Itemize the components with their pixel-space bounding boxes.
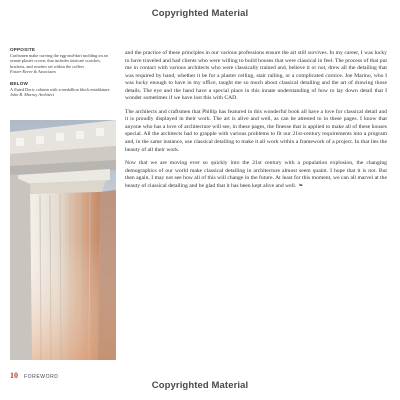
section-title: FOREWORD bbox=[24, 374, 59, 380]
doric-column-photo bbox=[10, 120, 116, 360]
page-footer bbox=[10, 371, 59, 380]
column-illustration bbox=[10, 120, 116, 360]
caption-heading: OPPOSITE bbox=[10, 47, 36, 52]
caption-text: Craftsmen make curving the egg-and-dart molding on an ornate plaster crown, that includes intricate scotches, brackets, and rosettes set within the coffers bbox=[10, 52, 108, 69]
body-paragraph: The architects and craftsmen that Phillip has featured in this wonderful book all have a love for classical detail and it is proudly displayed in their work. The art is alive and well, as can be attested to in these pages. I know that anyone who has a love of architecture will see, in these pages, the finesse that is applied to make all of these houses special. All the architects had to grapple with various problems to fit our 21st-century requirements into a program and, in the same instance, use classical detailing to make it all work within a framework of a project. In that lies the beauty of all their work. bbox=[125, 108, 387, 153]
caption-credit: Foster Reeve & Associates bbox=[10, 69, 57, 75]
copyright-watermark-top: Copyrighted Material bbox=[151, 8, 249, 19]
photo-captions bbox=[10, 47, 114, 104]
caption-credit: John B. Murray Architect bbox=[10, 92, 54, 98]
page-number: 10 bbox=[10, 371, 18, 380]
end-ornament-icon: ❧ bbox=[298, 182, 304, 189]
paragraph-text: Now that we are moving ever so quickly into the 21st century with a population explosion, the changing demographics of our world make classical detailing in architecture almost seem quaint. I hope that it is not. But then again, I may not see how all of this will change in the future. At least for this moment, we can all marvel at the beauty of classical detailing and be glad that it has been kept alive and well. bbox=[125, 160, 387, 189]
caption-text: A fluted Doric column with a medallion block entablature bbox=[10, 86, 110, 92]
body-paragraph bbox=[125, 160, 387, 190]
body-paragraph: and the practice of these principles in our various professions ensure the art still survives. In my career, I was lucky to have traveled and had clients who were willing to build houses that were classical in feel. The process of that put me in contact with various architects who were classically trained and, believe it or not, drew all the detailing that was required by hand, whether it be for a plaster ceiling, stair railing, or a complicated cornice. Joe Marino, who I was lucky enough to have in my office, taught me so much about classical detailing and the art of drawing those details. The eye and the hand have a special place in this innate understanding of how to lay down detail that I wonder sometimes if we have lost this with CAD. bbox=[125, 50, 387, 102]
caption-heading: BELOW bbox=[10, 80, 29, 86]
copyright-watermark-bottom: Copyrighted Material bbox=[151, 380, 249, 391]
foreword-body-text bbox=[125, 50, 387, 196]
caption-opposite bbox=[10, 47, 114, 75]
caption-below bbox=[10, 81, 114, 98]
